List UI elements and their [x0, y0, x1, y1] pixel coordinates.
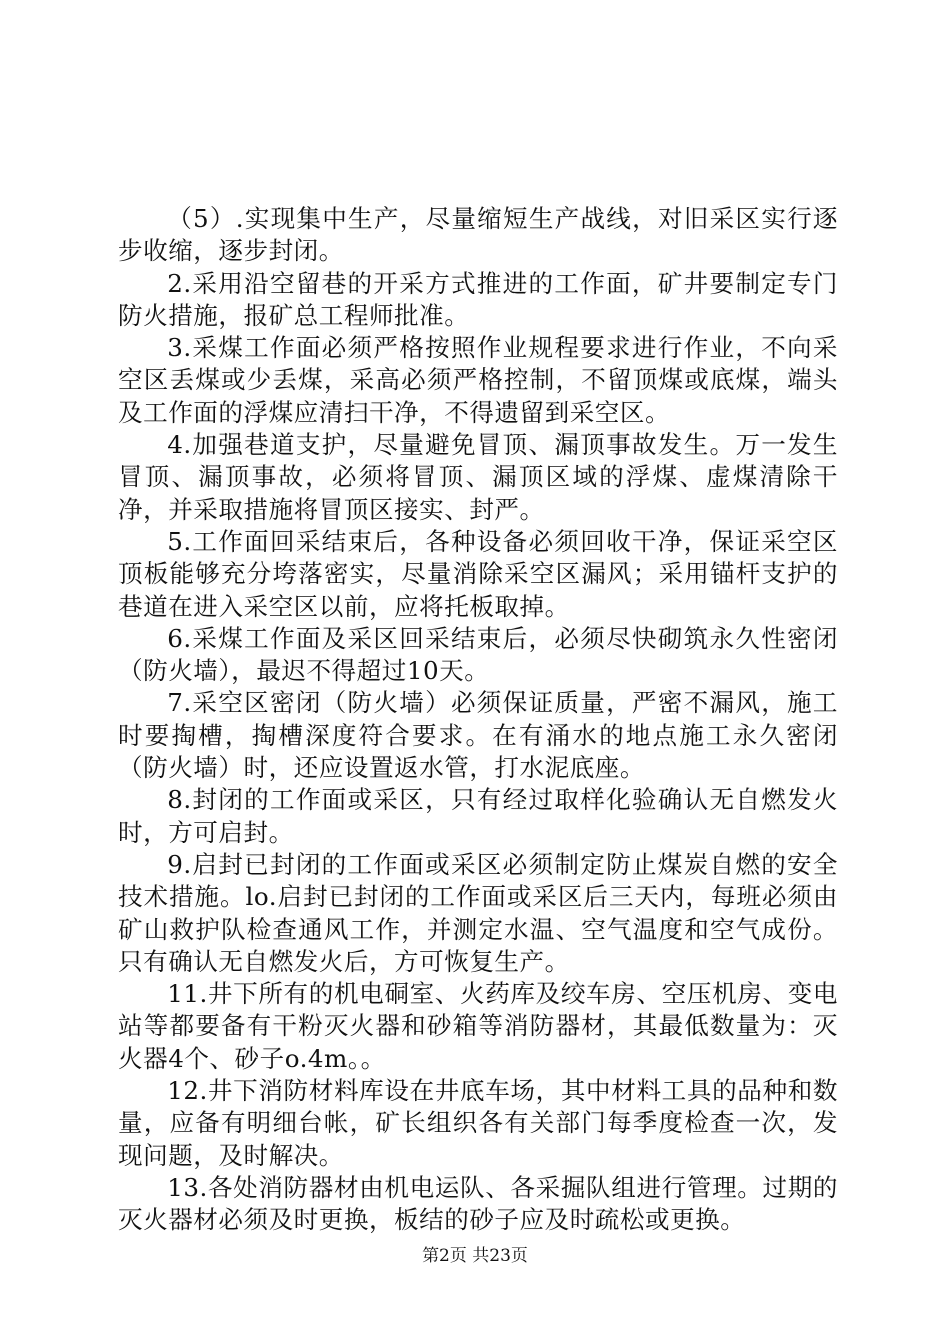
paragraph-12: 12.井下消防材料库设在井底车场，其中材料工具的品种和数量，应备有明细台帐，矿长组织各有关部门每季度检查一次，发现问题，及时解决。 — [118, 1076, 838, 1170]
paragraph-3: 3.采煤工作面必须严格按照作业规程要求进行作业，不向采空区丢煤或少丢煤，采高必须严格控制，不留顶煤或底煤，端头及工作面的浮煤应清扫干净，不得遗留到采空区。 — [118, 333, 838, 427]
document-body — [118, 203, 838, 1237]
paragraph-item-5: （5）.实现集中生产，尽量缩短生产战线，对旧采区实行逐步收缩，逐步封闭。 — [118, 204, 838, 266]
paragraph-8: 8.封闭的工作面或采区，只有经过取样化验确认无自燃发火时，方可启封。 — [118, 785, 838, 847]
paragraph-11: 11.井下所有的机电硐室、火药库及绞车房、空压机房、变电站等都要备有干粉灭火器和砂箱等消防器材，其最低数量为：灭火器4个、砂子o.4m。。 — [118, 979, 838, 1073]
page-number-footer: 第2页 共23页 — [422, 1246, 528, 1266]
paragraph-13: 13.各处消防器材由机电运队、各采掘队组进行管理。过期的灭火器材必须及时更换，板结的砂子应及时疏松或更换。 — [118, 1172, 838, 1235]
paragraph-9: 9.启封已封闭的工作面或采区必须制定防止煤炭自燃的安全技术措施。lo.启封已封闭的工作面或采区后三天内，每班必须由矿山救护队检查通风工作，并测定水温、空气温度和空气成份。只有确认无自燃发火后，方可恢复生产。 — [118, 849, 838, 976]
paragraph-6: 6.采煤工作面及采区回采结束后，必须尽快砌筑永久性密闭（防火墙），最迟不得超过10天。 — [118, 623, 838, 686]
paragraph-2: 2.采用沿空留巷的开采方式推进的工作面，矿井要制定专门防火措施，报矿总工程师批准。 — [118, 268, 838, 330]
paragraph-5: 5.工作面回采结束后，各种设备必须回收干净，保证采空区顶板能够充分垮落密实，尽量消除采空区漏风；采用锚杆支护的巷道在进入采空区以前，应将托板取掉。 — [118, 526, 838, 621]
paragraph-7: 7.采空区密闭（防火墙）必须保证质量，严密不漏风，施工时要掏槽，掏槽深度符合要求。在有涌水的地点施工永久密闭（防火墙）时，还应设置返水管，打水泥底座。 — [118, 688, 838, 783]
paragraph-4: 4.加强巷道支护，尽量避免冒顶、漏顶事故发生。万一发生冒顶、漏顶事故，必须将冒顶、漏顶区域的浮煤、虚煤清除干净，并采取措施将冒顶区接实、封严。 — [118, 430, 838, 524]
